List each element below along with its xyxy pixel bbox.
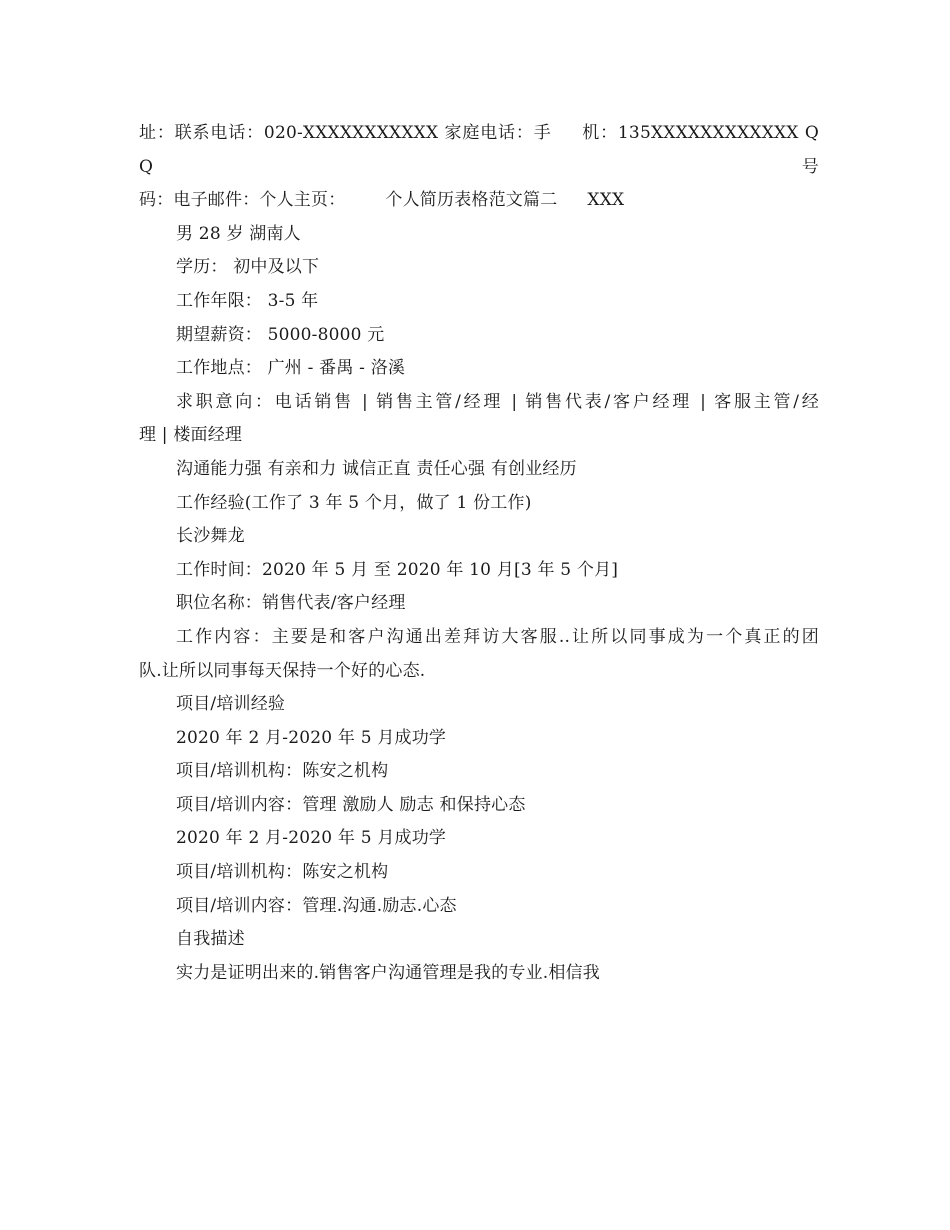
profile-education: 学历： 初中及以下	[176, 257, 320, 278]
contact-email-text: 码：电子邮件：个人主页：	[139, 190, 346, 211]
training-period: 2020 年 2 月-2020 年 5 月成功学	[176, 727, 447, 748]
profile-basic: 男 28 岁 湖南人	[176, 223, 301, 244]
training-content: 项目/培训内容：管理 激励人 励志 和保持心态	[176, 794, 526, 815]
name-placeholder: XXX	[587, 190, 625, 211]
work-content-line-2: 队.让所以同事每天保持一个好的心态.	[139, 660, 426, 681]
contact-mobile-text: 机：135XXXXXXXXXXXX Q Q 号	[139, 123, 819, 177]
work-time: 工作时间：2020 年 5 月 至 2020 年 10 月[3 年 5 个月]	[176, 559, 619, 580]
profile-intention-line-1: 求职意向：电话销售 | 销售主管/经理 | 销售代表/客户经理 | 客服主管/经	[176, 391, 819, 412]
profile-intention-line-2: 理 | 楼面经理	[139, 425, 243, 446]
training-org: 项目/培训机构：陈安之机构	[176, 862, 389, 883]
profile-traits: 沟通能力强 有亲和力 诚信正直 责任心强 有创业经历	[176, 458, 577, 479]
profile-salary: 期望薪资： 5000-8000 元	[176, 324, 385, 345]
training-org: 项目/培训机构：陈安之机构	[176, 761, 389, 782]
work-position: 职位名称：销售代表/客户经理	[176, 593, 406, 614]
work-content-line-1: 工作内容：主要是和客户沟通出差拜访大客服..让所以同事成为一个真正的团	[176, 626, 819, 647]
contact-phone-text: 址：联系电话：020-XXXXXXXXXXX 家庭电话：手	[139, 123, 552, 143]
work-heading: 工作经验(工作了 3 年 5 个月，做了 1 份工作)	[176, 492, 532, 513]
contact-line-1	[139, 117, 819, 184]
section-title-text: 个人简历表格范文篇二	[385, 190, 558, 211]
training-content: 项目/培训内容：管理.沟通.励志.心态	[176, 895, 457, 916]
training-period: 2020 年 2 月-2020 年 5 月成功学	[176, 828, 447, 849]
training-heading: 项目/培训经验	[176, 694, 286, 715]
contact-line-2	[139, 184, 819, 218]
profile-years: 工作年限： 3-5 年	[176, 290, 319, 311]
profile-location: 工作地点： 广州 - 番禺 - 洛溪	[176, 358, 406, 379]
resume-body	[139, 117, 819, 990]
self-text: 实力是证明出来的.销售客户沟通管理是我的专业.相信我	[176, 962, 601, 983]
self-heading: 自我描述	[176, 929, 245, 950]
work-company: 长沙舞龙	[176, 526, 245, 547]
